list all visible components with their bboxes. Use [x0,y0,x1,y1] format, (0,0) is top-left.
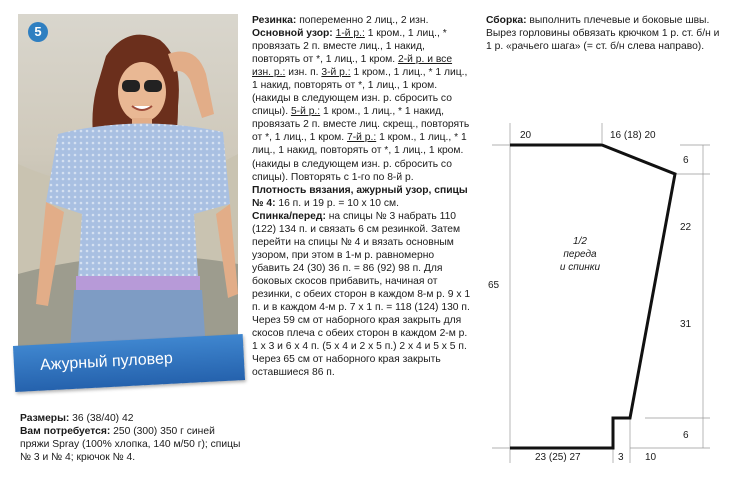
piece-label-line2: переда [563,249,597,260]
assembly-value: выполнить плечевые и боковые швы. Вырез горловины обвязать крючком 1 р. ст. б/н и 1 р. «рачьего шага» (= ст. б/н слева направо). [486,15,720,53]
assembly-column [486,14,726,53]
dim-bottom-step: 3 [618,452,624,463]
density-label: Плотность вязания, ажурный узор, спицы № 4: [252,184,468,209]
back-front-label: Спинка/перед: [252,210,326,222]
rib-paragraph [252,14,472,27]
row-label: 7-й р.: [346,132,377,144]
pattern-label: Основной узор: [252,28,333,40]
row-label: 3-й р.: [321,67,351,79]
dim-upper-side: 22 [680,222,692,233]
pattern-text: 1 кром., 1 лиц., * 1 накид, провязать 2 п. вместе лиц. скрещ., повторять от *, 1 лиц., 1 кром. [252,106,470,144]
pattern-text: 1 кром., 1 лиц., * 1 лиц., 1 накид, повторять от *, 1 лиц., 1 кром. (накиды в следующем изн. р. сбросить со спицы). Повторять с 1-го по 8-й р. [252,132,467,183]
pattern-text: 1 кром., 1 лиц., * провязать 2 п. вместе лиц., 1 накид, повторять от *, 1 лиц., 1 кром. [252,28,447,66]
materials-label: Вам потребуется: [20,426,111,438]
back-front-paragraph [252,210,472,380]
pattern-paragraph [252,27,472,184]
row-label: 1-й р.: [335,28,365,40]
dimension-lines [492,123,710,463]
sizes-paragraph [20,412,246,425]
dim-total-height: 65 [488,280,500,291]
dim-top-right: 16 (18) 20 [610,130,656,141]
row-label: 2-й р. и все изн. р.: [252,54,453,79]
pattern-number-badge: 5 [28,22,48,42]
materials-column [20,412,246,464]
rib-value: попеременно 2 лиц., 2 изн. [296,15,429,26]
materials-value: 250 (300) 350 г синей пряжи Spray (100% хлопка, 140 м/50 г); спицы № 3 и № 4; крючок № 4. [20,426,241,464]
dim-rib: 6 [683,430,689,441]
assembly-label: Сборка: [486,15,527,26]
sizes-label: Размеры: [20,413,70,424]
density-paragraph [252,184,472,210]
model-photo [18,14,238,362]
instructions-column [252,14,472,379]
dim-bottom-right: 10 [645,452,657,463]
piece-label-line1: 1/2 [573,236,587,247]
pattern-text: изн. п. [285,67,322,79]
row-label: 5-й р.: [290,106,321,118]
pattern-title: Ажурный пуловер [39,350,174,374]
piece-label [560,236,601,273]
sizes-value: 36 (38/40) 42 [69,413,134,424]
density-value: 16 п. и 19 р. = 10 х 10 см. [275,197,399,209]
photo-illustration [18,14,238,362]
pattern-diagram [480,118,730,468]
garment-outline [510,145,675,448]
dim-bottom-main: 23 (25) 27 [535,452,581,463]
dim-shoulder: 6 [683,155,689,166]
dim-lower-side: 31 [680,319,692,330]
rib-label: Резинка: [252,15,297,26]
materials-paragraph [20,425,246,464]
dim-top-left: 20 [520,130,532,141]
pattern-text: 1 кром., 1 лиц., * 1 лиц., 1 накид, повторять от *, 1 лиц., 1 кром. (накиды в следующем изн. р. сбросить со спицы). [252,67,468,118]
piece-label-line3: и спинки [559,262,601,273]
back-front-value: на спицы № 3 набрать 110 (122) 134 п. и связать 6 см резинкой. Затем перейти на спицы № 4 и вязать основным узором, при этом в 1-м р. равномерно убавить 24 (30) 36 п. = 86 (92) 98 п. Для боковых скосов прибавить, начиная от резинки, с обеих сторон в каждом 8-м р. 9 х 1 п. и в каждом 4-м р. 7 х 1 п. = 118 (124) 130 п. Через 59 см от наборного края закрыть для скосов плеча с обеих сторон в каждом 2-м р. 1 х 3 и 6 х 4 п. (5 х 4 и 2 х 5 п.) 2 х 4 и 5 х 5 п. Через 65 см от наборного края закрыть оставшиеся 86 п. [252,210,471,379]
assembly-paragraph [486,14,726,53]
